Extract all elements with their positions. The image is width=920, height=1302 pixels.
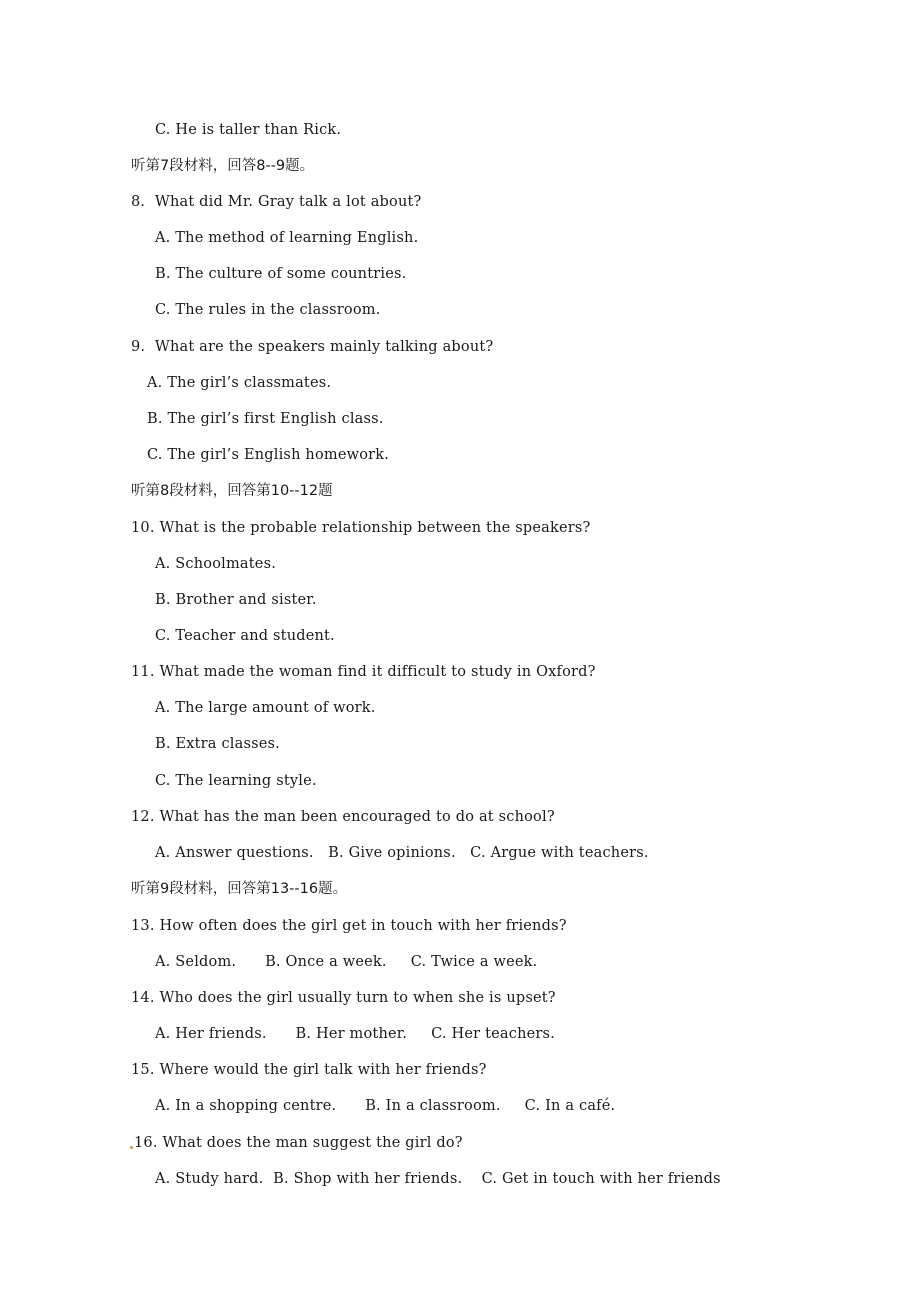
question-12: 12. What has the man been encouraged to do at school? xyxy=(131,809,555,825)
question-8: 8. What did Mr. Gray talk a lot about? xyxy=(131,194,422,210)
option-9c: C. The girl’s English homework. xyxy=(147,447,390,463)
option-9b: B. The girl’s first English class. xyxy=(147,411,384,427)
option-10b: B. Brother and sister. xyxy=(155,592,317,608)
question-14: 14. Who does the girl usually turn to when she is upset? xyxy=(131,990,556,1006)
option-10c: C. Teacher and student. xyxy=(155,628,335,644)
options-15: A. In a shopping centre. B. In a classroom. C. In a café. xyxy=(155,1098,616,1114)
option-8b: B. The culture of some countries. xyxy=(155,266,407,282)
question-11: 11. What made the woman find it difficult to study in Oxford? xyxy=(131,664,596,680)
question-10: 10. What is the probable relationship between the speakers? xyxy=(131,520,591,536)
option-11b: B. Extra classes. xyxy=(155,736,280,752)
stray-dot-mark xyxy=(130,1146,133,1149)
section-heading-9: 听第9段材料，回答第13--16题。 xyxy=(131,881,348,897)
options-13: A. Seldom. B. Once a week. C. Twice a week. xyxy=(155,954,538,970)
question-9: 9. What are the speakers mainly talking about? xyxy=(131,339,494,355)
option-9a: A. The girl’s classmates. xyxy=(147,375,332,391)
section-heading-8: 听第8段材料，回答第10--12题 xyxy=(131,483,333,499)
question-13: 13. How often does the girl get in touch with her friends? xyxy=(131,918,567,934)
options-12: A. Answer questions. B. Give opinions. C. Argue with teachers. xyxy=(155,845,649,861)
section-heading-7: 听第7段材料，回答8--9题。 xyxy=(131,158,315,174)
option-11a: A. The large amount of work. xyxy=(155,700,376,716)
option-10a: A. Schoolmates. xyxy=(155,556,277,572)
question-16: 16. What does the man suggest the girl do? xyxy=(134,1135,463,1151)
option-11c: C. The learning style. xyxy=(155,773,317,789)
question-15: 15. Where would the girl talk with her friends? xyxy=(131,1062,487,1078)
option-8c: C. The rules in the classroom. xyxy=(155,302,381,318)
options-16: A. Study hard. B. Shop with her friends. C. Get in touch with her friends xyxy=(155,1171,721,1187)
options-14: A. Her friends. B. Her mother. C. Her teachers. xyxy=(155,1026,555,1042)
option-8a: A. The method of learning English. xyxy=(155,230,419,246)
option-7c: C. He is taller than Rick. xyxy=(155,122,342,138)
